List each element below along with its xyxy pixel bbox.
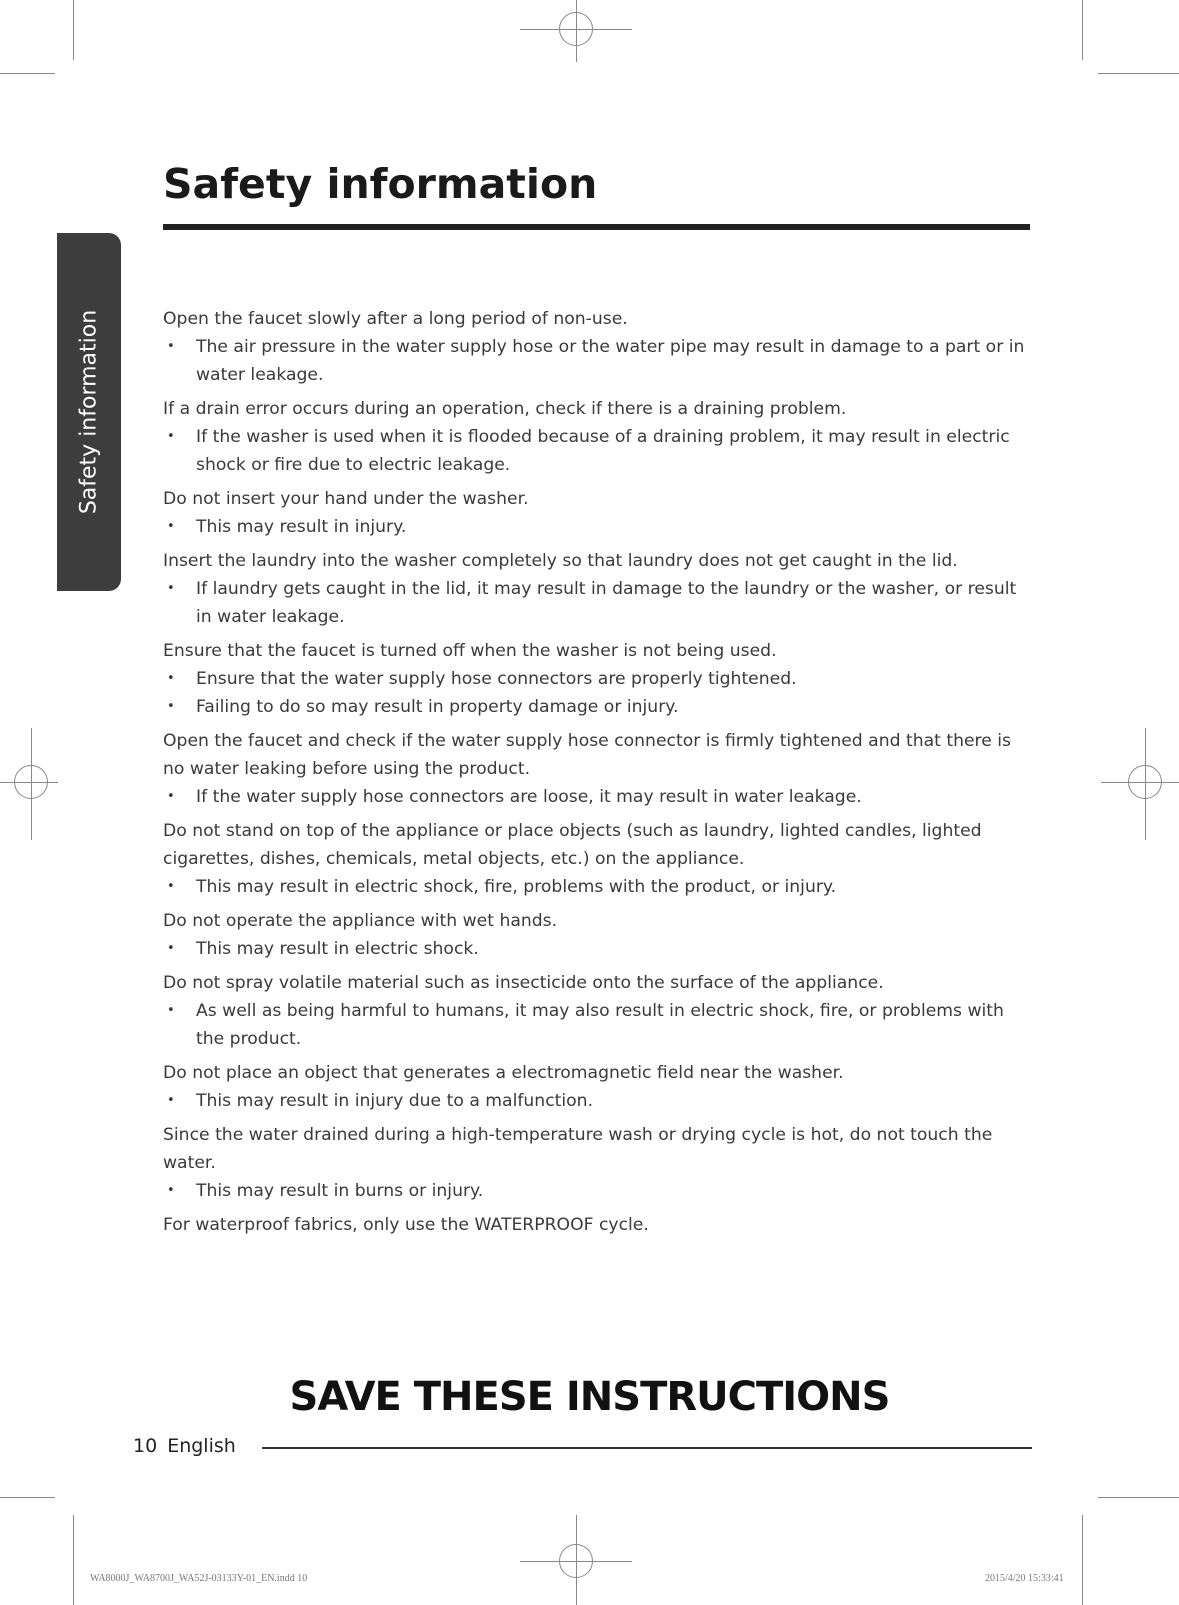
safety-item [163, 1121, 1033, 1205]
crop-mark [1082, 1515, 1083, 1605]
safety-consequence-bullet: • If the washer is used when it is flooded because of a draining problem, it may result in electric shock or fire due to electric leakage. [163, 423, 1033, 479]
safety-consequence-bullet: • This may result in burns or injury. [163, 1177, 1033, 1205]
safety-consequence-bullet: • Ensure that the water supply hose connectors are properly tightened. [163, 665, 1033, 693]
safety-instruction: Ensure that the faucet is turned off when the washer is not being used. [163, 641, 777, 661]
safety-instruction: Do not spray volatile material such as insecticide onto the surface of the appliance. [163, 973, 884, 993]
print-slug-file: WA8000J_WA8700J_WA52J-03133Y-01_EN.indd 10 [90, 1573, 308, 1584]
safety-consequence-bullet: • If the water supply hose connectors are loose, it may result in water leakage. [163, 783, 1033, 811]
crop-mark [0, 73, 55, 74]
page-title: Safety information [163, 160, 598, 208]
footer-rule [262, 1447, 1032, 1449]
safety-content [163, 305, 1033, 1245]
safety-consequence-bullet: • As well as being harmful to humans, it may also result in electric shock, fire, or problems with the product. [163, 997, 1033, 1053]
crop-mark [1082, 0, 1083, 60]
safety-instruction: Open the faucet and check if the water supply hose connector is firmly tightened and that there is no water leaking before using the product. [163, 731, 1011, 779]
crop-mark [73, 1515, 74, 1605]
crop-mark [1101, 782, 1179, 783]
safety-consequence-bullet: • This may result in electric shock, fire, problems with the product, or injury. [163, 873, 1033, 901]
safety-consequence-bullet: • This may result in injury. [163, 513, 1033, 541]
safety-consequence-bullet: • The air pressure in the water supply hose or the water pipe may result in damage to a part or in water leakage. [163, 333, 1033, 389]
page-number: 10 [133, 1435, 158, 1457]
safety-consequence-bullet: • Failing to do so may result in property damage or injury. [163, 693, 1033, 721]
section-side-tab [57, 233, 121, 591]
safety-consequence-bullet: • If laundry gets caught in the lid, it may result in damage to the laundry or the washer, or result in water leakage. [163, 575, 1033, 631]
crop-mark [73, 0, 74, 60]
crop-mark [31, 728, 32, 840]
safety-item [163, 817, 1033, 901]
footer-language: English [167, 1435, 236, 1457]
safety-instruction: Insert the laundry into the washer completely so that laundry does not get caught in the lid. [163, 551, 958, 571]
safety-instruction: Do not place an object that generates a electromagnetic field near the washer. [163, 1063, 844, 1083]
safety-item [163, 395, 1033, 479]
safety-instruction: For waterproof fabrics, only use the WATERPROOF cycle. [163, 1215, 649, 1235]
safety-item [163, 969, 1033, 1053]
safety-instruction: Do not operate the appliance with wet hands. [163, 911, 558, 931]
save-instructions-banner: SAVE THESE INSTRUCTIONS [289, 1374, 890, 1420]
safety-instruction: Do not stand on top of the appliance or place objects (such as laundry, lighted candles, lighted cigarettes, dishes, chemicals, metal objects, etc.) on the appliance. [163, 821, 982, 869]
safety-instruction: Since the water drained during a high-temperature wash or drying cycle is hot, do not touch the water. [163, 1125, 993, 1173]
crop-mark [1098, 73, 1179, 74]
safety-item [163, 727, 1033, 811]
crop-mark [0, 782, 58, 783]
safety-item [163, 1059, 1033, 1115]
crop-mark [1098, 1497, 1179, 1498]
safety-instruction: Do not insert your hand under the washer. [163, 489, 529, 509]
safety-item [163, 547, 1033, 631]
safety-consequence-bullet: • This may result in injury due to a malfunction. [163, 1087, 1033, 1115]
safety-instruction: Open the faucet slowly after a long period of non-use. [163, 309, 628, 329]
crop-mark [0, 1497, 55, 1498]
crop-mark [1145, 728, 1146, 840]
safety-item [163, 1211, 1033, 1239]
side-tab-label: Safety information [76, 309, 102, 515]
safety-consequence-bullet: • This may result in electric shock. [163, 935, 1033, 963]
crop-mark [576, 1515, 577, 1605]
safety-item [163, 637, 1033, 721]
page-footer [133, 1435, 236, 1457]
safety-item [163, 485, 1033, 541]
safety-item [163, 907, 1033, 963]
safety-item [163, 305, 1033, 389]
safety-instruction: If a drain error occurs during an operation, check if there is a draining problem. [163, 399, 847, 419]
title-underline [163, 224, 1030, 230]
crop-mark [576, 0, 577, 62]
print-slug-timestamp: 2015/4/20 15:33:41 [985, 1573, 1064, 1584]
